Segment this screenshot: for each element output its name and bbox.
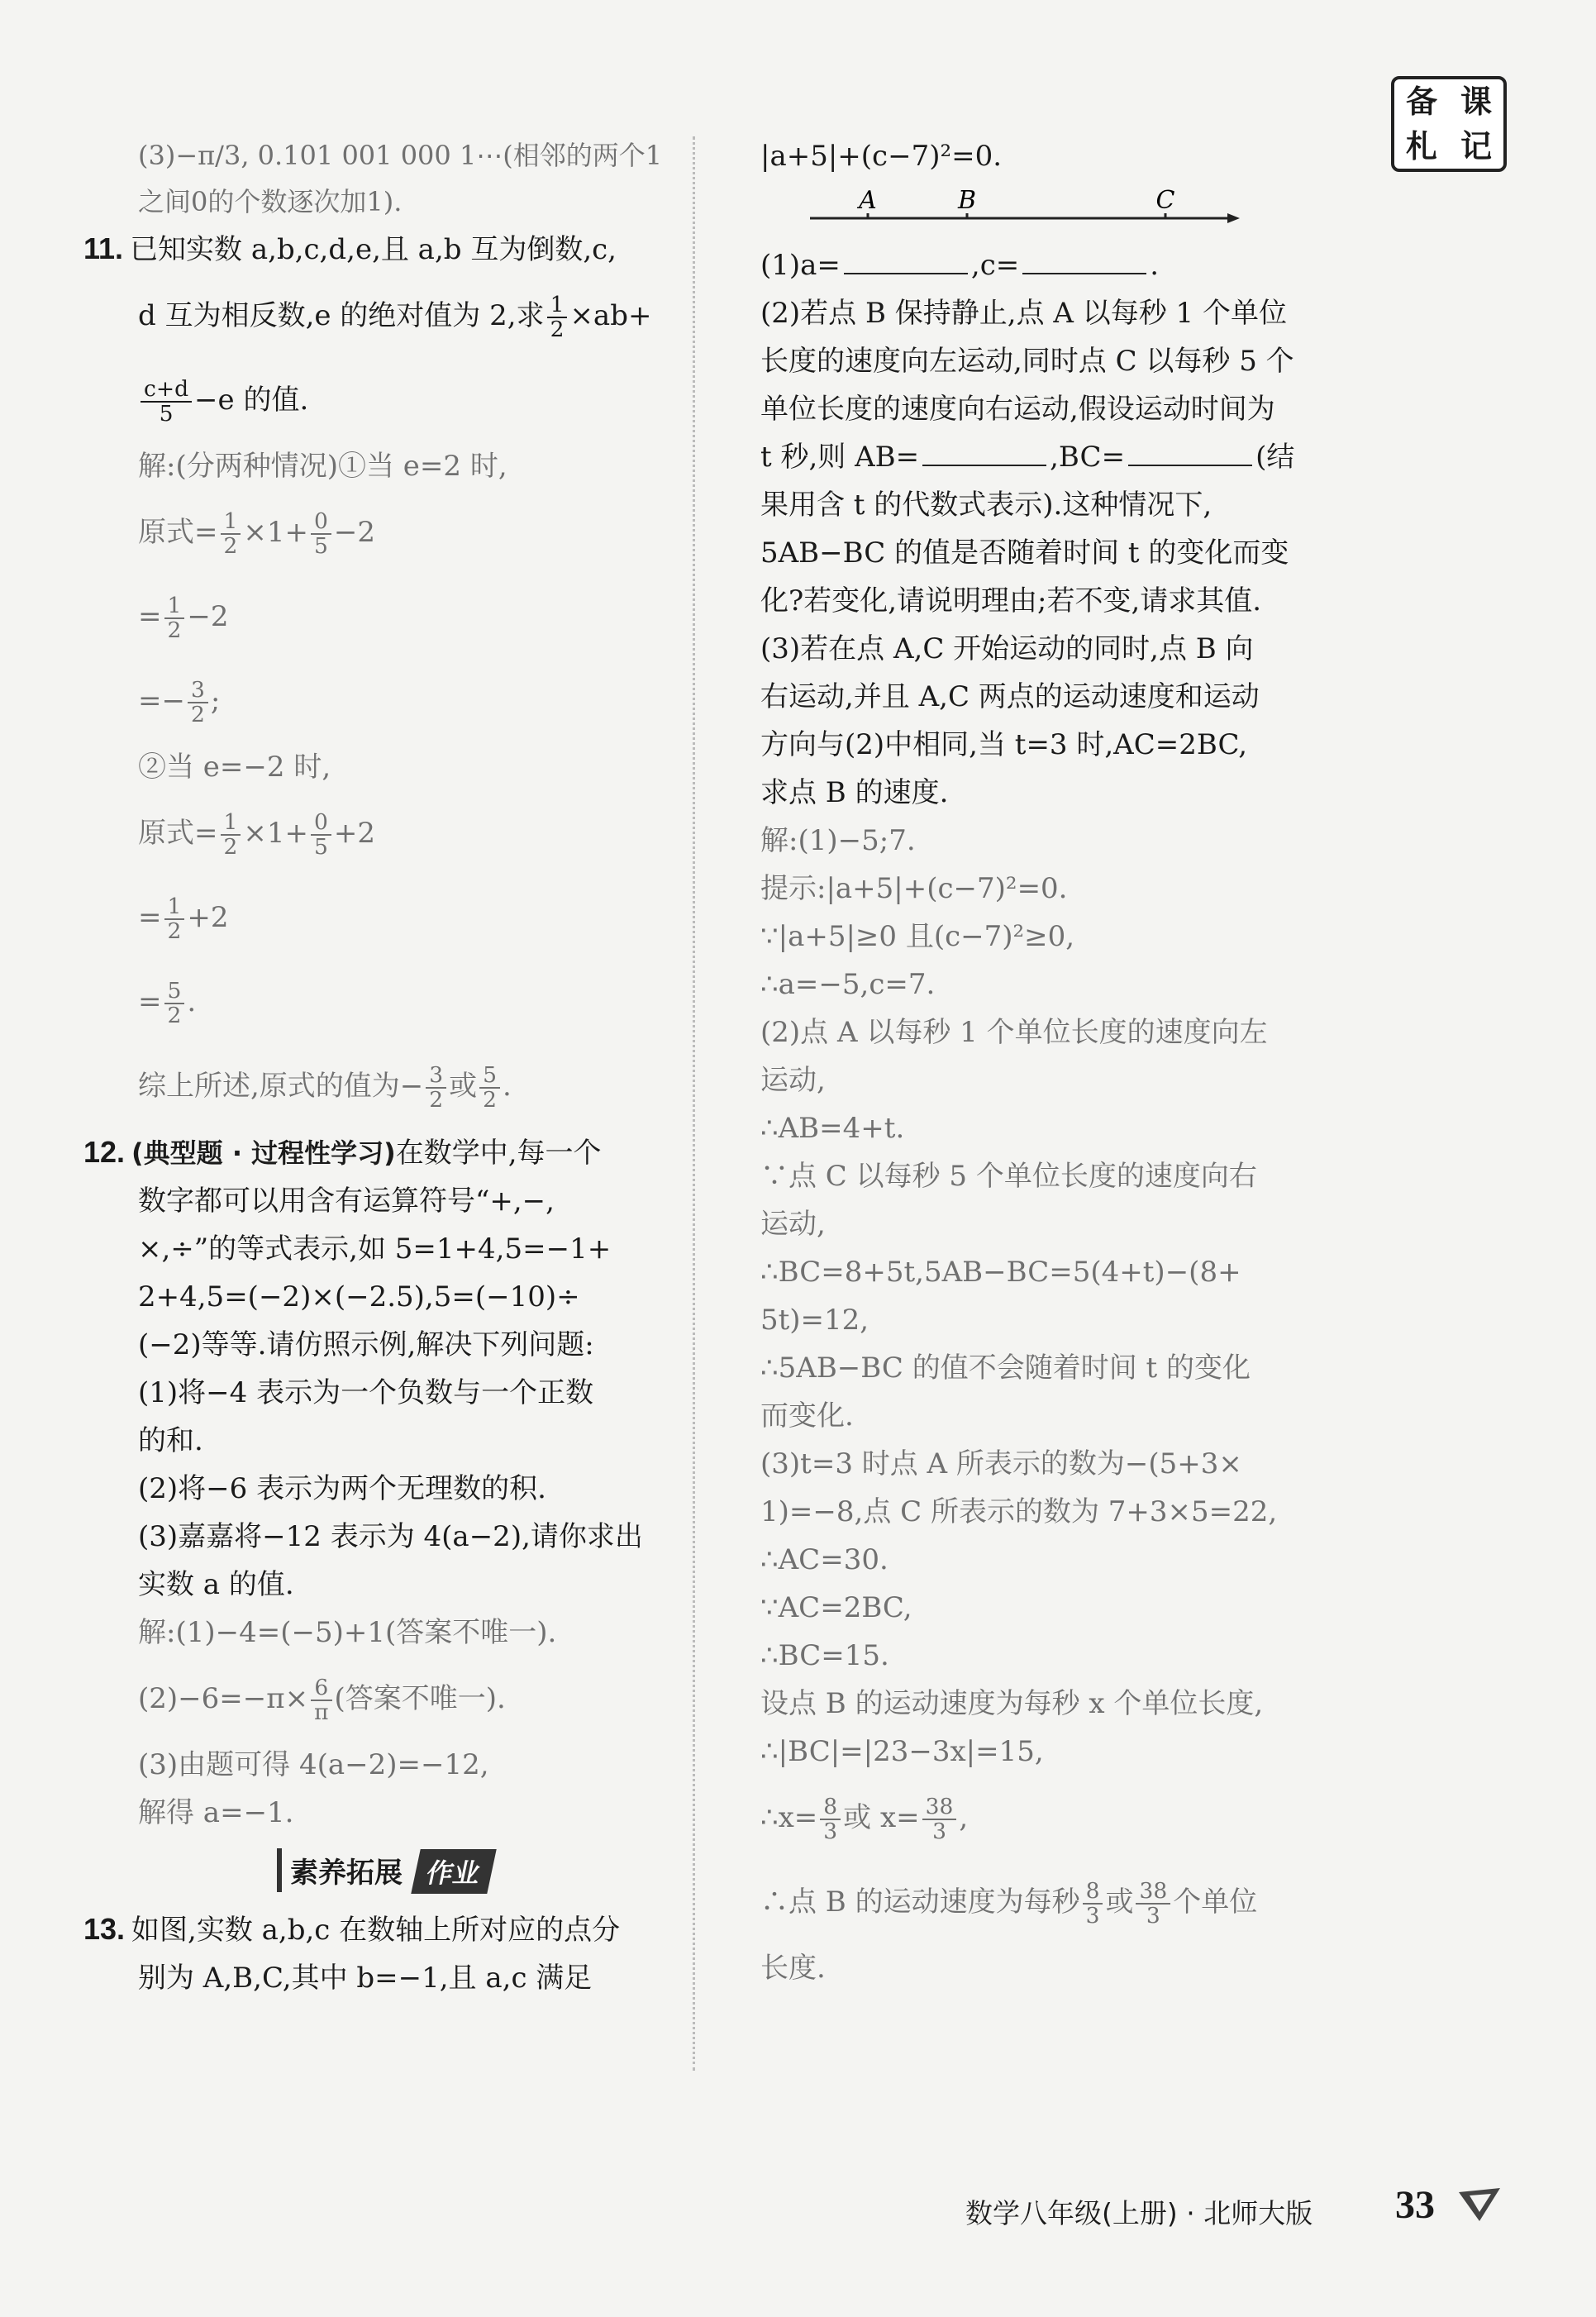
solution-line: 解得 a=−1. bbox=[138, 1796, 294, 1829]
question-number: 12. bbox=[83, 1135, 126, 1169]
solution-line: = $\frac{1}{2}$ −2 bbox=[138, 593, 229, 643]
solution-line: (2)点 A 以每秒 1 个单位长度的速度向左 bbox=[760, 1016, 1268, 1049]
book-title-footer: 数学八年级(上册) · 北师大版 bbox=[965, 2197, 1313, 2229]
question-text: 在数学中,每一个 bbox=[395, 1137, 602, 1170]
point-label: A bbox=[859, 186, 877, 215]
question-text: 单位长度的速度向右运动,假设运动时间为 bbox=[760, 393, 1275, 426]
question-text: ×ab+ bbox=[569, 299, 652, 332]
question-text: |a+5|+(c−7)²=0. bbox=[760, 140, 1003, 173]
solution-line: ∵AC=2BC, bbox=[760, 1591, 912, 1624]
solution-line: =− $\frac{3}{2}$ ; bbox=[138, 677, 221, 727]
question-text: 5AB−BC 的值是否随着时间 t 的变化而变 bbox=[760, 536, 1289, 570]
solution-line: ∴AC=30. bbox=[760, 1543, 889, 1576]
answer-blank[interactable] bbox=[844, 245, 968, 274]
fraction-one-half: $\frac{1}{2}$ bbox=[547, 293, 568, 341]
number-line-arrow bbox=[1227, 213, 1240, 223]
solution-line: (3)由题可得 4(a−2)=−12, bbox=[138, 1748, 489, 1781]
question-text: 长度的速度向左运动,同时点 C 以每秒 5 个 bbox=[760, 345, 1294, 378]
notes-stamp bbox=[1391, 76, 1507, 172]
solution-line: 综上所述,原式的值为− $\frac{3}{2}$ 或 $\frac{5}{2}$ . bbox=[138, 1062, 512, 1113]
section-tag: 作业 bbox=[411, 1849, 496, 1894]
solution-line: ∴a=−5,c=7. bbox=[760, 968, 936, 1001]
solution-line: 设点 B 的运动速度为每秒 x 个单位长度, bbox=[760, 1687, 1264, 1720]
question-11 bbox=[83, 225, 682, 442]
question-12 bbox=[83, 1128, 682, 1609]
question-text: t 秒,则 AB= ,BC= (结 bbox=[760, 433, 1302, 481]
solution-line: 而变化. bbox=[760, 1399, 854, 1433]
question-text: d 互为相反数,e 的绝对值为 2,求 bbox=[138, 299, 545, 332]
right-column bbox=[760, 132, 1302, 1992]
solution-line: 运动, bbox=[760, 1064, 826, 1097]
answer-blank[interactable] bbox=[1128, 436, 1252, 466]
solution-line: ∴BC=8+5t,5AB−BC=5(4+t)−(8+ bbox=[760, 1256, 1241, 1289]
question-text: 的和. bbox=[138, 1424, 203, 1457]
solution-line: = $\frac{1}{2}$ +2 bbox=[138, 894, 229, 944]
solution-line: 解:(1)−5;7. bbox=[760, 824, 916, 857]
question-text: −e 的值. bbox=[194, 384, 309, 417]
stamp-char: 札 bbox=[1405, 128, 1437, 164]
question-text: ×,÷”的等式表示,如 5=1+4,5=−1+ bbox=[138, 1232, 612, 1266]
solution-13 bbox=[760, 817, 1302, 1992]
solution-line: 1)=−8,点 C 所表示的数为 7+3×5=22, bbox=[760, 1495, 1278, 1528]
solution-line: 运动, bbox=[760, 1208, 826, 1241]
corner-decoration-icon bbox=[1455, 2184, 1504, 2225]
fraction-c-plus-d-over-5: $\frac{c+d}{5}$ bbox=[141, 378, 192, 426]
solution-line: (3)t=3 时点 A 所表示的数为−(5+3× bbox=[760, 1447, 1242, 1480]
solution-line: ∴|BC|=|23−3x|=15, bbox=[760, 1735, 1044, 1768]
solution-line: 原式= $\frac{1}{2}$ ×1+ $\frac{0}{5}$ +2 bbox=[138, 809, 375, 860]
solution-line: 原式= $\frac{1}{2}$ ×1+ $\frac{0}{5}$ −2 bbox=[138, 508, 375, 559]
question-text: 如图,实数 a,b,c 在数轴上所对应的点分 bbox=[131, 1914, 621, 1947]
stamp-char: 记 bbox=[1460, 128, 1492, 164]
question-13 bbox=[83, 1905, 682, 2002]
solution-line: (2)−6=−π× $\frac{6}{\pi}$ (答案不唯一). bbox=[138, 1675, 506, 1725]
solution-line: 解:(1)−4=(−5)+1(答案不唯一). bbox=[138, 1616, 557, 1649]
question-text: 2+4,5=(−2)×(−2.5),5=(−10)÷ bbox=[138, 1280, 580, 1313]
question-text: 实数 a 的值. bbox=[138, 1568, 294, 1601]
solution-line: ∵点 C 以每秒 5 个单位长度的速度向右 bbox=[760, 1160, 1257, 1193]
question-text: 方向与(2)中相同,当 t=3 时,AC=2BC, bbox=[760, 728, 1248, 761]
solution-line: = $\frac{5}{2}$ . bbox=[138, 978, 197, 1028]
stamp-char: 备 bbox=[1405, 83, 1437, 120]
question-text: 果用含 t 的代数式表示).这种情况下, bbox=[760, 489, 1212, 522]
stamp-char: 课 bbox=[1460, 83, 1492, 120]
section-title: 素养拓展 bbox=[277, 1848, 411, 1892]
prev-answer-line: 之间0的个数逐次加1). bbox=[138, 186, 403, 217]
question-text: (1)将−4 表示为一个负数与一个正数 bbox=[138, 1376, 594, 1409]
question-text: 别为 A,B,C,其中 b=−1,且 a,c 满足 bbox=[138, 1962, 593, 1995]
solution-11 bbox=[87, 442, 682, 1128]
question-text: 已知实数 a,b,c,d,e,且 a,b 互为倒数,c, bbox=[130, 233, 617, 266]
question-text: (−2)等等.请仿照示例,解决下列问题: bbox=[138, 1328, 594, 1361]
solution-line: ∴5AB−BC 的值不会随着时间 t 的变化 bbox=[760, 1352, 1251, 1385]
solution-line: ∴点 B 的运动速度为每秒 $\frac{8}{3}$ 或 $\frac{38}{3}$ 个单位 bbox=[760, 1878, 1258, 1928]
question-text: (1)a= ,c= . bbox=[760, 241, 1302, 289]
solution-line: ∴AB=4+t. bbox=[760, 1112, 905, 1145]
solution-line: ∴x= $\frac{8}{3}$ 或 x= $\frac{38}{3}$ , bbox=[760, 1794, 969, 1844]
question-text: (3)若在点 A,C 开始运动的同时,点 B 向 bbox=[760, 632, 1254, 665]
solution-line: 提示:|a+5|+(c−7)²=0. bbox=[760, 872, 1068, 905]
solution-line: ∵|a+5|≥0 且(c−7)²≥0, bbox=[760, 920, 1075, 953]
number-line-diagram bbox=[810, 185, 1240, 235]
column-divider bbox=[693, 136, 695, 2071]
question-tag: (典型题 · 过程性学习) bbox=[131, 1137, 396, 1169]
solution-line: ∴BC=15. bbox=[760, 1639, 889, 1672]
question-text: (2)将−6 表示为两个无理数的积. bbox=[138, 1472, 546, 1505]
section-header bbox=[87, 1848, 682, 1894]
page-number: 33 bbox=[1395, 2183, 1435, 2227]
prev-answer-line: (3)−π/3, 0.101 001 000 1⋯(相邻的两个1 bbox=[138, 140, 663, 171]
solution-line: 5t)=12, bbox=[760, 1304, 869, 1337]
solution-line: ②当 e=−2 时, bbox=[138, 751, 331, 784]
left-column bbox=[83, 132, 682, 2002]
question-text: 求点 B 的速度. bbox=[760, 776, 949, 809]
question-text: (2)若点 B 保持静止,点 A 以每秒 1 个单位 bbox=[760, 297, 1287, 330]
solution-12 bbox=[87, 1609, 682, 1837]
answer-blank[interactable] bbox=[1022, 245, 1146, 274]
point-label: B bbox=[957, 186, 977, 215]
question-text: (3)嘉嘉将−12 表示为 4(a−2),请你求出 bbox=[138, 1520, 643, 1553]
solution-line: 长度. bbox=[760, 1952, 826, 1985]
question-number: 13. bbox=[83, 1912, 126, 1946]
question-text: 数字都可以用含有运算符号“+,−, bbox=[138, 1185, 555, 1218]
answer-blank[interactable] bbox=[922, 436, 1046, 466]
question-text: 化?若变化,请说明理由;若不变,请求其值. bbox=[760, 584, 1262, 617]
point-label: C bbox=[1155, 186, 1175, 215]
question-number: 11. bbox=[83, 231, 124, 265]
question-text: 右运动,并且 A,C 两点的运动速度和运动 bbox=[760, 680, 1260, 713]
solution-line: 解:(分两种情况)①当 e=2 时, bbox=[138, 450, 507, 483]
